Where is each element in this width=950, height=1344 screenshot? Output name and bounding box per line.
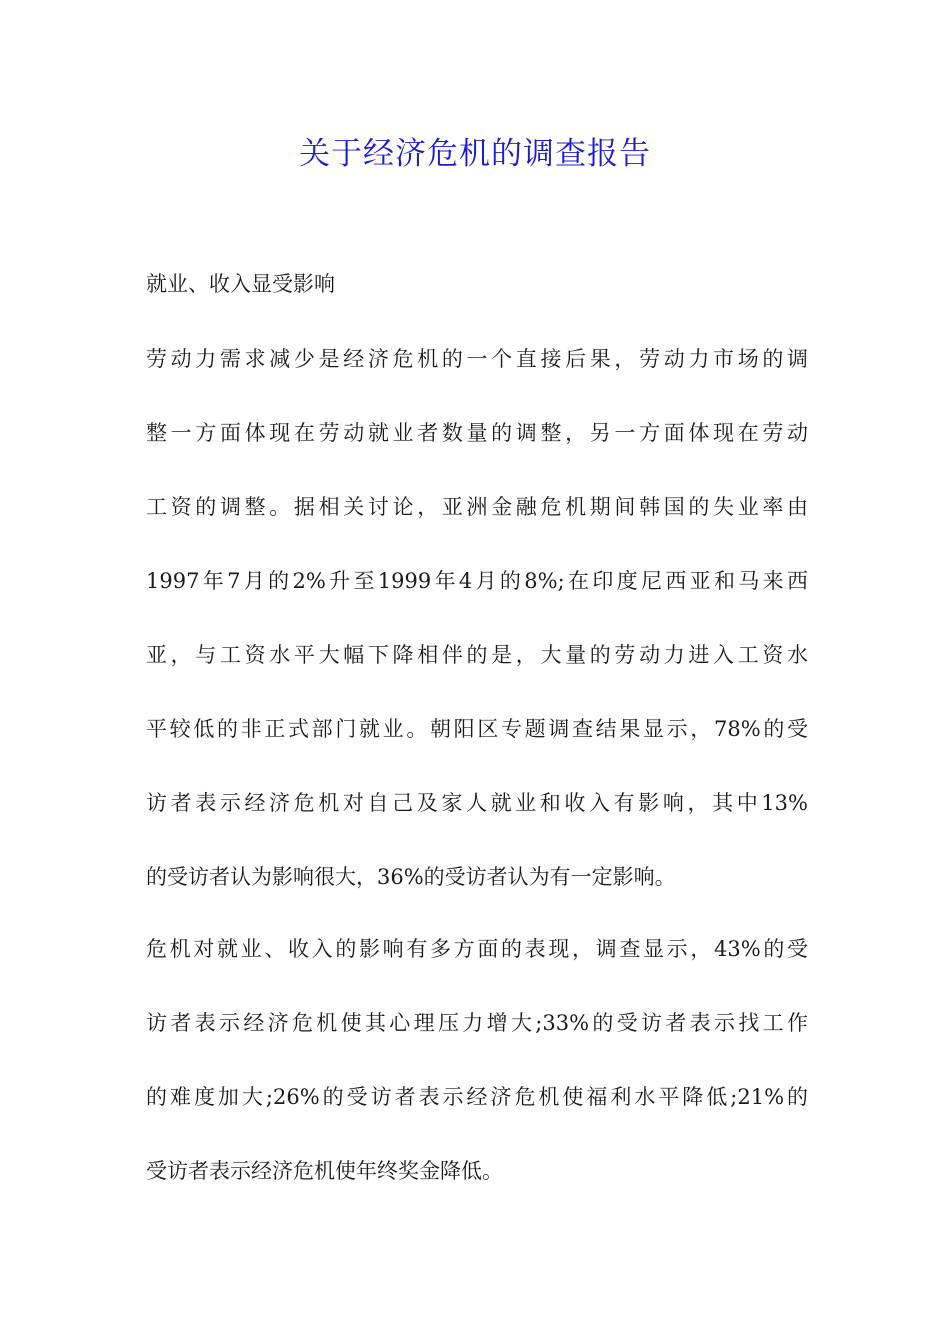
document-title: 关于经济危机的调查报告	[299, 136, 651, 172]
paragraph-line: 工资的调整。据相关讨论，亚洲金融危机期间韩国的失业率由	[146, 495, 808, 519]
paragraph-line: 的难度加大;26%的受访者表示经济危机使福利水平降低;21%的	[146, 1085, 808, 1109]
paragraph-line: 1997年7月的2%升至1999年4月的8%;在印度尼西亚和马来西	[146, 569, 808, 593]
paragraph-line: 访者表示经济危机使其心理压力增大;33%的受访者表示找工作	[146, 1011, 808, 1035]
section-heading: 就业、收入显受影响	[146, 272, 335, 296]
paragraph-2	[146, 912, 808, 1208]
paragraph-line: 亚，与工资水平大幅下降相伴的是，大量的劳动力进入工资水	[146, 643, 808, 667]
paragraph-line: 整一方面体现在劳动就业者数量的调整，另一方面体现在劳动	[146, 421, 808, 445]
paragraph-line: 劳动力需求减少是经济危机的一个直接后果，劳动力市场的调	[146, 347, 808, 371]
paragraph-line: 受访者表示经济危机使年终奖金降低。	[146, 1159, 503, 1183]
paragraph-1	[146, 322, 808, 914]
paragraph-line: 访者表示经济危机对自己及家人就业和收入有影响，其中13%	[146, 791, 808, 815]
paragraph-line: 平较低的非正式部门就业。朝阳区专题调查结果显示，78%的受	[146, 717, 808, 741]
paragraph-line: 危机对就业、收入的影响有多方面的表现，调查显示，43%的受	[146, 937, 808, 961]
paragraph-line: 的受访者认为影响很大，36%的受访者认为有一定影响。	[146, 865, 676, 889]
document-body	[146, 264, 808, 1208]
